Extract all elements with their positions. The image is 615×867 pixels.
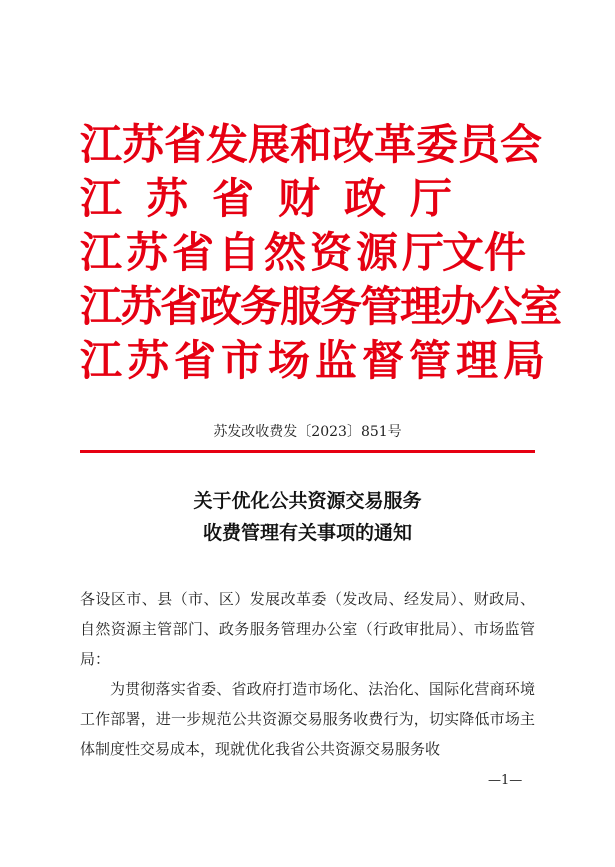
issuer-finance: 江苏省财政厅 [80, 174, 477, 223]
page-number: —1— [488, 773, 523, 788]
issuer-header [80, 118, 561, 388]
title-line-1: 关于优化公共资源交易服务 [193, 490, 422, 512]
body-paragraph-1: 为贯彻落实省委、省政府打造市场化、法治化、国际化营商环境工作部署，进一步规范公共资源交易服务收费行为，切实降低市场主体制度性交易成本，现就优化我省公共资源交易服务收 [80, 680, 535, 758]
title-line-2: 收费管理有关事项的通知 [202, 522, 412, 544]
red-divider [80, 450, 535, 453]
document-body [80, 584, 535, 764]
issuer-government-services: 江苏省政务服务管理办公室 [80, 282, 561, 331]
issuer-market-regulation: 江苏省市场监督管理局 [80, 336, 551, 385]
issuer-natural-resources-group [80, 226, 540, 280]
recipients-paragraph: 各设区市、县（市、区）发展改革委（发改局、经发局）、财政局、自然资源主管部门、政务服务管理办公室（行政审批局）、市场监管局： [80, 590, 535, 668]
issuer-ndrc: 江苏省发展和改革委员会 [80, 120, 543, 169]
document-number: 苏发改收费发〔2023〕851号 [213, 424, 402, 440]
doc-type-label: 文件 [442, 228, 527, 277]
document-title [0, 485, 615, 549]
issuer-natural-resources: 江苏省自然资源厅 [80, 228, 449, 277]
